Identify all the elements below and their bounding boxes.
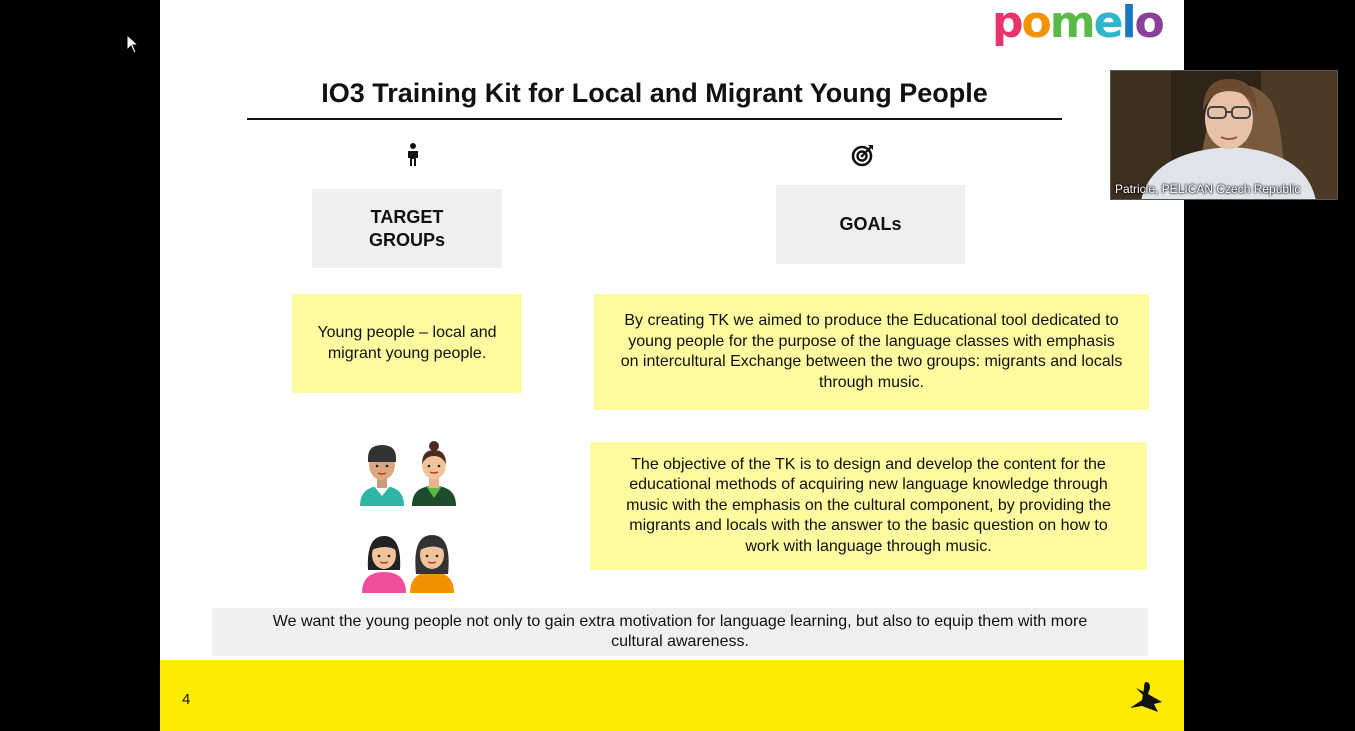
target-groups-heading [312,189,502,268]
goals-text1-line: on intercultural Exchange between the two groups: migrants and locals [620,353,1123,370]
target-groups-description [292,294,522,393]
participant-video-frame [1111,71,1338,200]
goals-heading [776,185,965,264]
target-groups-heading-line1: TARGET [370,206,444,227]
target-groups-text-line2: migrant young people. [327,344,487,362]
goals-description-1 [594,294,1149,410]
target-groups-text-line1: Young people – local and [317,324,497,341]
logo-letter: o [1021,0,1050,48]
mouse-cursor-icon [126,34,140,54]
logo-letter: p [992,0,1022,48]
young-people-illustration [356,440,460,595]
logo-letter: l [1121,0,1135,48]
goals-text2-line: music with the emphasis on the cultural component, by providing the [626,496,1111,514]
title-divider [247,118,1062,120]
logo-letter: o [1134,0,1163,48]
target-icon [851,143,875,167]
girl-figure [362,536,406,593]
goals-text2-line: The objective of the TK is to design and develop the content for the [631,455,1106,473]
participant-video-tile[interactable] [1110,70,1338,200]
person-icon [403,143,423,167]
participant-name-label: Patricie, PELICAN Czech Republic [1115,182,1301,196]
bottom-note-line: We want the young people not only to gain extra motivation for language learning, but also to equip them with more [272,612,1088,630]
goals-text1-line: young people for the purpose of the language classes with emphasis [628,332,1115,350]
goals-text1-line: through music. [819,373,924,391]
goals-text2-line: migrants and locals with the answer to the basic question on how to [629,517,1108,535]
pelican-bird-icon [1128,680,1164,714]
boy-figure [360,445,404,506]
target-groups-heading-line2: GROUPs [368,229,446,250]
presentation-slide [160,0,1184,731]
woman-figure [412,441,456,506]
page-number: 4 [182,691,191,708]
goals-text1-line: By creating TK we aimed to produce the Educational tool dedicated to [624,312,1119,329]
slide-title: IO3 Training Kit for Local and Migrant Young People [321,78,988,108]
bottom-note [212,608,1148,656]
goals-text2-line: work with language through music. [745,537,992,555]
goals-heading-label: GOALs [839,214,902,234]
logo-letter: m [1049,0,1094,48]
goals-text2-line: educational methods of acquiring new language knowledge through [629,476,1108,494]
logo-letter: e [1093,0,1122,48]
slide-footer [160,660,1184,731]
pomelo-logo [992,0,1163,48]
bottom-note-line: cultural awareness. [611,633,749,650]
goals-description-2 [590,442,1147,570]
girl-figure [410,535,454,593]
